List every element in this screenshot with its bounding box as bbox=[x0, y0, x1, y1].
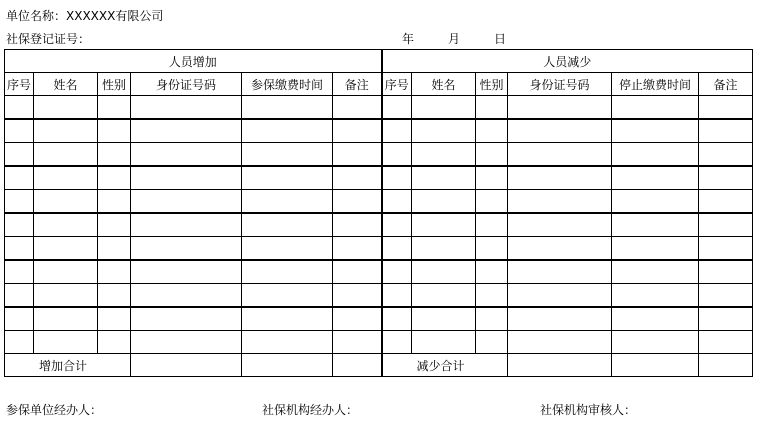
decrease-seq-cell[interactable] bbox=[382, 190, 412, 214]
increase-time-cell[interactable] bbox=[242, 260, 333, 284]
decrease-remark-cell[interactable] bbox=[699, 331, 753, 354]
decrease-seq-cell[interactable] bbox=[382, 284, 412, 308]
increase-id-number-cell[interactable] bbox=[131, 237, 242, 261]
decrease-seq-cell[interactable] bbox=[382, 119, 412, 143]
increase-gender-cell[interactable] bbox=[98, 166, 131, 190]
table-row bbox=[5, 237, 753, 261]
increase-id-number-cell[interactable] bbox=[131, 166, 242, 190]
increase-total-label: 增加合计 bbox=[5, 354, 131, 377]
increase-gender-cell[interactable] bbox=[98, 119, 131, 143]
date-month-label: 月 bbox=[448, 32, 461, 46]
increase-seq-cell[interactable] bbox=[5, 307, 34, 331]
col-header-decrease-stop-time: 停止缴费时间 bbox=[612, 73, 699, 96]
decrease-name-cell[interactable] bbox=[412, 331, 476, 354]
increase-gender-cell[interactable] bbox=[98, 260, 131, 284]
increase-time-cell[interactable] bbox=[242, 119, 333, 143]
col-header-increase-start-time: 参保缴费时间 bbox=[242, 73, 333, 96]
col-header-increase-id-number: 身份证号码 bbox=[131, 73, 242, 96]
increase-id-number-cell[interactable] bbox=[131, 143, 242, 167]
increase-remark-cell[interactable] bbox=[333, 119, 382, 143]
decrease-seq-cell[interactable] bbox=[382, 260, 412, 284]
table-row bbox=[5, 260, 753, 284]
increase-id-number-cell[interactable] bbox=[131, 213, 242, 237]
increase-remark-cell[interactable] bbox=[333, 307, 382, 331]
increase-gender-cell[interactable] bbox=[98, 284, 131, 308]
decrease-time-cell[interactable] bbox=[612, 331, 699, 354]
decrease-id-number-cell[interactable] bbox=[508, 237, 612, 261]
decrease-total-cell[interactable] bbox=[699, 354, 753, 377]
decrease-total-cell[interactable] bbox=[612, 354, 699, 377]
decrease-time-cell[interactable] bbox=[612, 213, 699, 237]
decrease-remark-cell[interactable] bbox=[699, 260, 753, 284]
increase-time-cell[interactable] bbox=[242, 237, 333, 261]
table-row bbox=[5, 307, 753, 331]
decrease-remark-cell[interactable] bbox=[699, 143, 753, 167]
increase-time-cell[interactable] bbox=[242, 284, 333, 308]
increase-remark-cell[interactable] bbox=[333, 237, 382, 261]
company-name-label: 单位名称：XXXXXX有限公司 bbox=[6, 9, 164, 23]
increase-id-number-cell[interactable] bbox=[131, 96, 242, 120]
decrease-total-label: 减少合计 bbox=[382, 354, 508, 377]
table-row bbox=[5, 284, 753, 308]
date-year-label: 年 bbox=[402, 32, 415, 46]
decrease-time-cell[interactable] bbox=[612, 237, 699, 261]
decrease-id-number-cell[interactable] bbox=[508, 119, 612, 143]
decrease-name-cell[interactable] bbox=[412, 237, 476, 261]
table-row bbox=[5, 190, 753, 214]
increase-seq-cell[interactable] bbox=[5, 119, 34, 143]
registration-number-label: 社保登记证号： bbox=[6, 32, 91, 46]
increase-time-cell[interactable] bbox=[242, 96, 333, 120]
decrease-remark-cell[interactable] bbox=[699, 307, 753, 331]
increase-remark-cell[interactable] bbox=[333, 190, 382, 214]
increase-time-cell[interactable] bbox=[242, 213, 333, 237]
col-header-increase-remark: 备注 bbox=[333, 73, 382, 96]
decrease-time-cell[interactable] bbox=[612, 260, 699, 284]
increase-total-cell[interactable] bbox=[242, 354, 333, 377]
decrease-name-cell[interactable] bbox=[412, 166, 476, 190]
col-header-increase-seq: 序号 bbox=[5, 73, 34, 96]
decrease-gender-cell[interactable] bbox=[476, 143, 508, 167]
decrease-id-number-cell[interactable] bbox=[508, 331, 612, 354]
increase-name-cell[interactable] bbox=[34, 166, 98, 190]
increase-time-cell[interactable] bbox=[242, 166, 333, 190]
decrease-gender-cell[interactable] bbox=[476, 307, 508, 331]
decrease-name-cell[interactable] bbox=[412, 96, 476, 120]
increase-total-cell[interactable] bbox=[333, 354, 382, 377]
decrease-gender-cell[interactable] bbox=[476, 213, 508, 237]
decrease-seq-cell[interactable] bbox=[382, 143, 412, 167]
table-row bbox=[5, 213, 753, 237]
increase-remark-cell[interactable] bbox=[333, 143, 382, 167]
group-header-increase: 人员增加 bbox=[5, 50, 382, 73]
increase-id-number-cell[interactable] bbox=[131, 307, 242, 331]
decrease-id-number-cell[interactable] bbox=[508, 307, 612, 331]
increase-name-cell[interactable] bbox=[34, 331, 98, 354]
increase-time-cell[interactable] bbox=[242, 307, 333, 331]
col-header-decrease-seq: 序号 bbox=[382, 73, 412, 96]
increase-id-number-cell[interactable] bbox=[131, 284, 242, 308]
increase-name-cell[interactable] bbox=[34, 96, 98, 120]
decrease-name-cell[interactable] bbox=[412, 284, 476, 308]
decrease-time-cell[interactable] bbox=[612, 190, 699, 214]
decrease-seq-cell[interactable] bbox=[382, 307, 412, 331]
increase-id-number-cell[interactable] bbox=[131, 260, 242, 284]
increase-name-cell[interactable] bbox=[34, 143, 98, 167]
increase-total-cell[interactable] bbox=[131, 354, 242, 377]
agency-handler-label: 社保机构经办人： bbox=[262, 403, 359, 417]
increase-gender-cell[interactable] bbox=[98, 237, 131, 261]
table-row bbox=[5, 166, 753, 190]
increase-name-cell[interactable] bbox=[34, 237, 98, 261]
decrease-time-cell[interactable] bbox=[612, 166, 699, 190]
increase-seq-cell[interactable] bbox=[5, 190, 34, 214]
increase-remark-cell[interactable] bbox=[333, 213, 382, 237]
agency-reviewer-label: 社保机构审核人： bbox=[540, 403, 637, 417]
increase-seq-cell[interactable] bbox=[5, 96, 34, 120]
increase-gender-cell[interactable] bbox=[98, 96, 131, 120]
decrease-gender-cell[interactable] bbox=[476, 284, 508, 308]
increase-time-cell[interactable] bbox=[242, 331, 333, 354]
decrease-seq-cell[interactable] bbox=[382, 166, 412, 190]
decrease-name-cell[interactable] bbox=[412, 190, 476, 214]
col-header-increase-gender: 性别 bbox=[98, 73, 131, 96]
increase-name-cell[interactable] bbox=[34, 284, 98, 308]
col-header-decrease-remark: 备注 bbox=[699, 73, 753, 96]
decrease-seq-cell[interactable] bbox=[382, 331, 412, 354]
decrease-remark-cell[interactable] bbox=[699, 284, 753, 308]
increase-seq-cell[interactable] bbox=[5, 166, 34, 190]
increase-seq-cell[interactable] bbox=[5, 331, 34, 354]
decrease-remark-cell[interactable] bbox=[699, 96, 753, 120]
table-row bbox=[5, 96, 753, 120]
decrease-remark-cell[interactable] bbox=[699, 166, 753, 190]
decrease-gender-cell[interactable] bbox=[476, 331, 508, 354]
decrease-seq-cell[interactable] bbox=[382, 96, 412, 120]
increase-time-cell[interactable] bbox=[242, 143, 333, 167]
decrease-gender-cell[interactable] bbox=[476, 166, 508, 190]
increase-remark-cell[interactable] bbox=[333, 260, 382, 284]
col-header-increase-name: 姓名 bbox=[34, 73, 98, 96]
decrease-remark-cell[interactable] bbox=[699, 119, 753, 143]
increase-remark-cell[interactable] bbox=[333, 96, 382, 120]
increase-name-cell[interactable] bbox=[34, 119, 98, 143]
increase-seq-cell[interactable] bbox=[5, 237, 34, 261]
date-day-label: 日 bbox=[494, 32, 507, 46]
increase-gender-cell[interactable] bbox=[98, 190, 131, 214]
decrease-gender-cell[interactable] bbox=[476, 237, 508, 261]
decrease-remark-cell[interactable] bbox=[699, 213, 753, 237]
decrease-gender-cell[interactable] bbox=[476, 119, 508, 143]
decrease-time-cell[interactable] bbox=[612, 284, 699, 308]
personnel-change-table bbox=[4, 49, 753, 377]
decrease-name-cell[interactable] bbox=[412, 143, 476, 167]
decrease-time-cell[interactable] bbox=[612, 307, 699, 331]
decrease-id-number-cell[interactable] bbox=[508, 166, 612, 190]
decrease-id-number-cell[interactable] bbox=[508, 260, 612, 284]
decrease-time-cell[interactable] bbox=[612, 96, 699, 120]
decrease-id-number-cell[interactable] bbox=[508, 190, 612, 214]
increase-name-cell[interactable] bbox=[34, 260, 98, 284]
table-row bbox=[5, 143, 753, 167]
increase-gender-cell[interactable] bbox=[98, 213, 131, 237]
increase-remark-cell[interactable] bbox=[333, 284, 382, 308]
decrease-gender-cell[interactable] bbox=[476, 260, 508, 284]
decrease-time-cell[interactable] bbox=[612, 119, 699, 143]
decrease-time-cell[interactable] bbox=[612, 143, 699, 167]
col-header-decrease-id-number: 身份证号码 bbox=[508, 73, 612, 96]
decrease-remark-cell[interactable] bbox=[699, 237, 753, 261]
decrease-total-cell[interactable] bbox=[508, 354, 612, 377]
decrease-name-cell[interactable] bbox=[412, 119, 476, 143]
group-header-decrease: 人员减少 bbox=[382, 50, 753, 73]
decrease-gender-cell[interactable] bbox=[476, 190, 508, 214]
increase-seq-cell[interactable] bbox=[5, 143, 34, 167]
increase-id-number-cell[interactable] bbox=[131, 119, 242, 143]
decrease-id-number-cell[interactable] bbox=[508, 96, 612, 120]
increase-gender-cell[interactable] bbox=[98, 331, 131, 354]
increase-seq-cell[interactable] bbox=[5, 213, 34, 237]
unit-handler-label: 参保单位经办人： bbox=[6, 403, 103, 417]
decrease-name-cell[interactable] bbox=[412, 307, 476, 331]
table-row bbox=[5, 119, 753, 143]
decrease-name-cell[interactable] bbox=[412, 213, 476, 237]
decrease-gender-cell[interactable] bbox=[476, 96, 508, 120]
decrease-name-cell[interactable] bbox=[412, 260, 476, 284]
increase-gender-cell[interactable] bbox=[98, 307, 131, 331]
increase-time-cell[interactable] bbox=[242, 190, 333, 214]
increase-seq-cell[interactable] bbox=[5, 260, 34, 284]
increase-remark-cell[interactable] bbox=[333, 166, 382, 190]
decrease-seq-cell[interactable] bbox=[382, 213, 412, 237]
increase-remark-cell[interactable] bbox=[333, 331, 382, 354]
col-header-decrease-name: 姓名 bbox=[412, 73, 476, 96]
increase-seq-cell[interactable] bbox=[5, 284, 34, 308]
decrease-remark-cell[interactable] bbox=[699, 190, 753, 214]
decrease-seq-cell[interactable] bbox=[382, 237, 412, 261]
increase-id-number-cell[interactable] bbox=[131, 190, 242, 214]
increase-id-number-cell[interactable] bbox=[131, 331, 242, 354]
increase-name-cell[interactable] bbox=[34, 190, 98, 214]
increase-gender-cell[interactable] bbox=[98, 143, 131, 167]
table-row bbox=[5, 331, 753, 354]
increase-name-cell[interactable] bbox=[34, 213, 98, 237]
decrease-id-number-cell[interactable] bbox=[508, 284, 612, 308]
increase-name-cell[interactable] bbox=[34, 307, 98, 331]
col-header-decrease-gender: 性别 bbox=[476, 73, 508, 96]
decrease-id-number-cell[interactable] bbox=[508, 213, 612, 237]
decrease-id-number-cell[interactable] bbox=[508, 143, 612, 167]
